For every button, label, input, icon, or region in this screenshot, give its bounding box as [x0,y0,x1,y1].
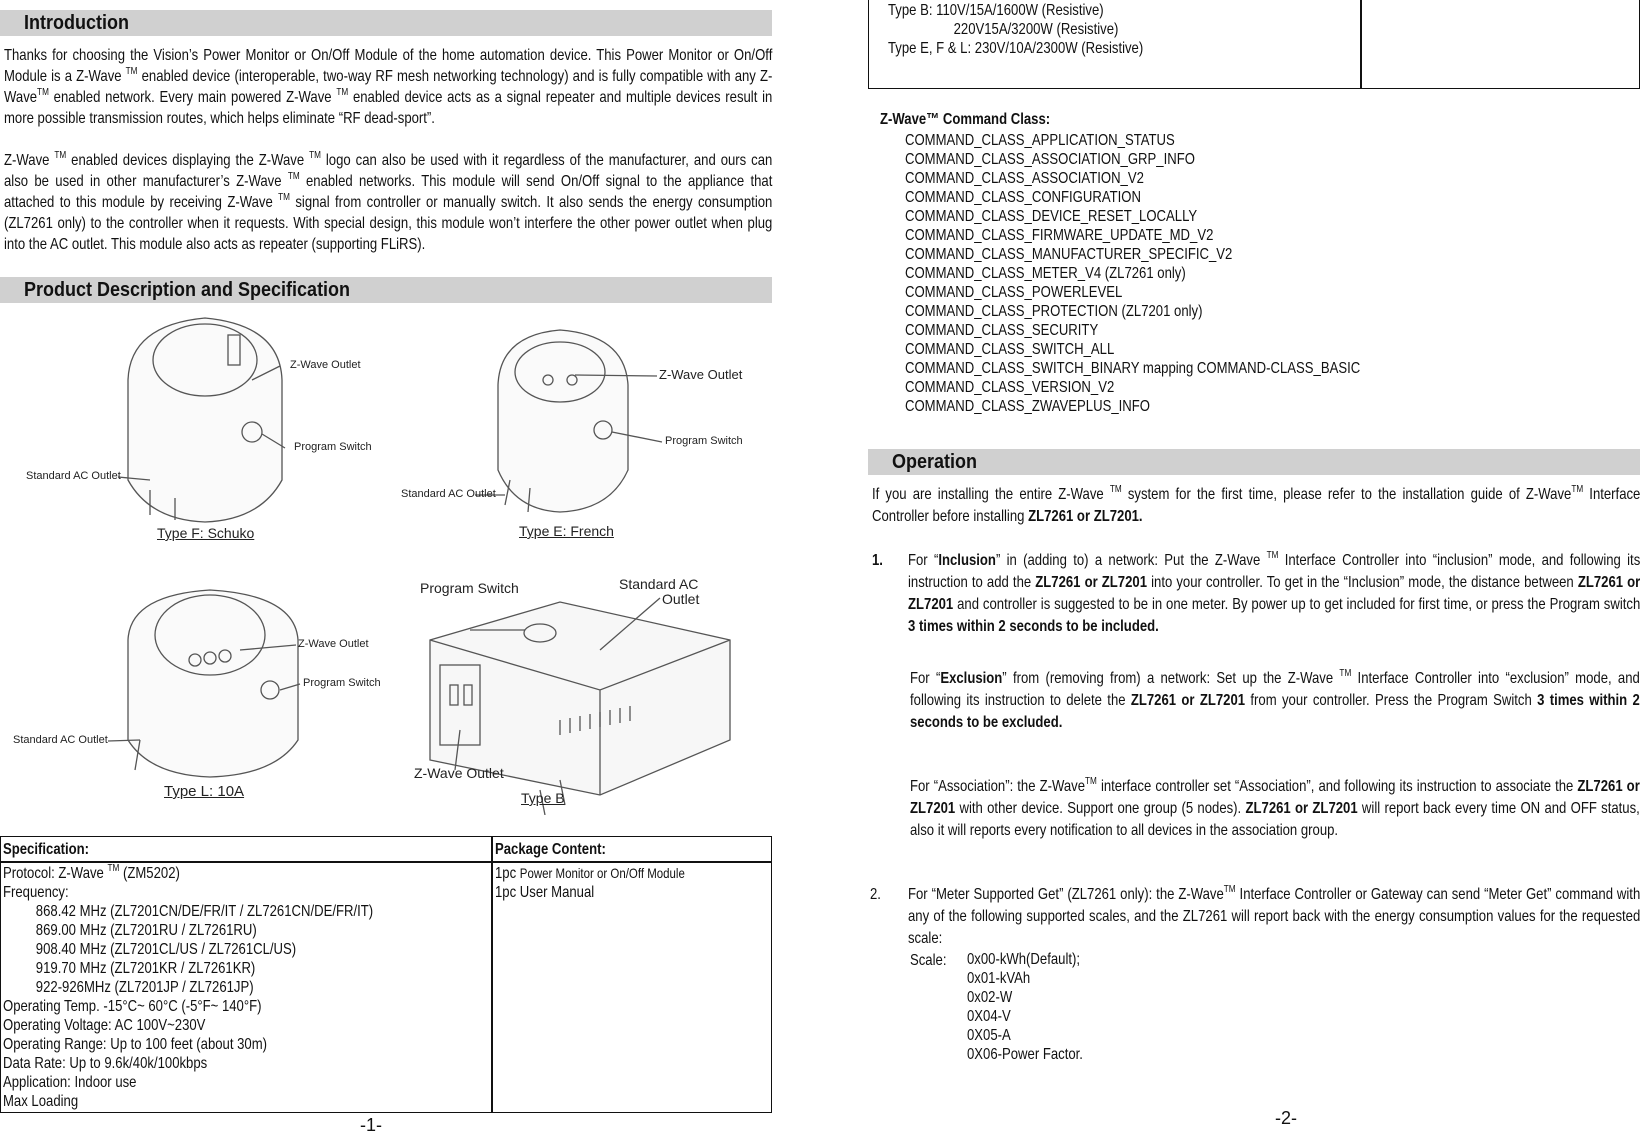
frequency-line-group [3,902,479,997]
type-f-program-switch-label: Program Switch [294,441,372,453]
command-class-list [905,131,1360,416]
type-f-device-image [118,318,285,522]
page-number: -2- [1275,1108,1297,1128]
meter-supported-get-instructions [908,884,1640,950]
package-item-name: Power Monitor or On/Off Module [519,865,685,881]
trademark-mark: TM [336,87,349,98]
introduction-heading-bar [0,10,772,36]
command-class-heading: Z-Wave™ Command Class: [880,111,1051,128]
command-class-item: COMMAND_CLASS_SWITCH_ALL [905,341,1115,358]
spec-line: Frequency: [3,884,69,901]
command-class-item: COMMAND_CLASS_APPLICATION_STATUS [905,132,1175,149]
loading-line-group [888,1,1143,20]
type-b-device-image [430,598,730,815]
spec-line: Application: Indoor use [3,1074,137,1091]
text-run: from your controller. Press the Program Switch [1245,692,1538,709]
type-l-program-switch-label: Program Switch [303,677,381,689]
frequency-line: 908.40 MHz (ZL7201CL/US / ZL7261CL/US) [35,941,297,958]
bold-text: ZL7261 or ZL7201. [1028,508,1143,525]
text-run: Thanks for choosing the Vision’s Power Monitor or On/Off Module of the home automation device. This Power Monitor or On/Off Module is a Z-Wave [4,47,773,85]
spec-protocol [3,864,479,883]
text-run: Interface Controller before installing [872,486,1640,525]
text-run: enabled network. Every main powered Z-Wave [48,89,337,106]
text-run: enabled device (interoperable, two-way RF mesh networking technology) and is fully compatible with any Z-Wave [4,68,773,106]
trademark-mark: TM [1223,884,1236,895]
text-run: For “ [910,670,941,687]
trademark-mark: TM [1339,668,1352,679]
package-content-list [495,864,685,902]
text-run: ” in (adding to) a network: Put the Z-Wave [995,552,1267,569]
spec-line: Operating Voltage: AC 100V~230V [3,1017,206,1034]
text-run: enabled device acts as a signal repeater and multiple devices result in more possible transmission routes, which helps eliminate “RF dead-sport”. [4,89,773,127]
type-b-program-switch-label: Program Switch [420,580,519,596]
spec-line-group [3,883,479,902]
text-run: Interface Controller or Gateway can send “Meter Get” command with any of the following supported scales, and the ZL7261 will report back with the energy consumption values for the requested scale: [908,886,1640,947]
text-run: For “Association”: the Z-Wave [910,778,1086,795]
frequency-line: 919.70 MHz (ZL7201KR / ZL7261KR) [35,960,256,977]
command-class-item: COMMAND_CLASS_FIRMWARE_UPDATE_MD_V2 [905,227,1214,244]
bold-text: ZL7261 or ZL7201 [910,778,1640,817]
spec-line-group [3,997,479,1111]
bold-text: Exclusion [940,670,1003,687]
type-e-ac-outlet-label: Standard AC Outlet [401,488,496,500]
scale-item: 0X06-Power Factor. [967,1046,1083,1063]
item-1-number: 1. [872,552,883,569]
operation-heading-bar [868,449,1640,475]
type-b-ac-outlet-label-2: Outlet [662,591,700,607]
trademark-mark: TM [1266,550,1279,561]
type-f-caption: Type F: Schuko [157,525,255,541]
type-e-zwave-outlet-label: Z-Wave Outlet [659,367,743,382]
text-run: enabled devices displaying the Z-Wave [66,152,310,169]
type-f-ac-outlet-label: Standard AC Outlet [26,470,121,482]
type-f-zwave-outlet-label: Z-Wave Outlet [290,359,361,371]
package-qty: 1pc [495,865,517,882]
type-l-caption: Type L: 10A [164,783,245,800]
type-b-caption: Type B [521,790,565,806]
text-run: Protocol: Z-Wave [3,865,108,882]
scale-label: Scale: [910,952,947,969]
trademark-mark: TM [287,171,300,182]
type-l-zwave-outlet-label: Z-Wave Outlet [298,638,369,650]
command-class-item: COMMAND_CLASS_MANUFACTURER_SPECIFIC_V2 [905,246,1233,263]
command-class-item: COMMAND_CLASS_ASSOCIATION_V2 [905,170,1144,187]
trademark-mark: TM [309,150,321,161]
trademark-mark: TM [37,87,49,98]
text-run: Z-Wave [4,152,55,169]
trademark-mark: TM [1571,484,1584,495]
text-run: ” from (removing from) a network: Set up the Z-Wave [1002,670,1340,687]
exclusion-instructions [910,668,1640,734]
command-class-item: COMMAND_CLASS_VERSION_V2 [905,379,1115,396]
text-run: interface controller set “Association”, and following its instruction to associate the [1096,778,1578,795]
type-e-device-image [475,330,662,512]
package-content-header: Package Content: [495,841,606,858]
specification-header: Specification: [3,841,90,858]
device-illustrations [0,305,772,815]
bold-text: ZL7261 or ZL7201 [1035,574,1148,591]
type-l-ac-outlet-label: Standard AC Outlet [13,734,108,746]
trademark-mark: TM [125,66,138,77]
product-heading: Product Description and Specification [24,279,351,301]
inclusion-instructions [908,550,1640,638]
association-instructions [910,776,1640,842]
table-divider [1360,0,1362,89]
command-class-item: COMMAND_CLASS_DEVICE_RESET_LOCALLY [905,208,1198,225]
max-loading-list [888,1,1143,58]
text-run: If you are installing the entire Z-Wave [872,486,1110,503]
scale-item: 0x02-W [967,989,1013,1006]
scale-item: 0x00-kWh(Default); [967,951,1081,968]
loading-line: Type E, F & L: 230V/10A/2300W (Resistive) [888,40,1144,57]
spec-list [3,864,479,1111]
frequency-line: 868.42 MHz (ZL7201CN/DE/FR/IT / ZL7261CN/DE/FR/IT) [35,903,374,920]
page-number: -1- [360,1115,382,1135]
trademark-mark: TM [1109,484,1122,495]
text-run: system for the first time, please refer to the installation guide of Z-Wave [1121,486,1572,503]
text-run: logo can also be used with it regardless of the manufacturer, and ours can also be used in other manufacturer’s Z-Wave [4,152,773,190]
spec-line: Operating Range: Up to 100 feet (about 30m) [3,1036,268,1053]
command-class-item: COMMAND_CLASS_SWITCH_BINARY mapping COMMAND-CLASS_BASIC [905,360,1361,377]
text-run: For “ [908,552,939,569]
spec-line: Data Rate: Up to 9.6k/40k/100kbps [3,1055,208,1072]
command-class-item: COMMAND_CLASS_PROTECTION (ZL7201 only) [905,303,1203,320]
table-divider [491,836,493,1113]
text-run: signal from controller or manually switch. It also sends the energy consumption (ZL7261 only) to the controller when it requests. With special design, this module won’t interfere the other power outlet when plug into the AC outlet. This module also acts as repeater (supporting FLiRS). [4,194,773,253]
command-class-item: COMMAND_CLASS_METER_V4 (ZL7261 only) [905,265,1186,282]
text-run: For “Meter Supported Get” (ZL7261 only): the Z-Wave [908,886,1224,903]
type-b-ac-outlet-label-1: Standard AC [619,576,699,592]
operation-intro [872,484,1640,528]
text-run: will report back every time ON and OFF status, also it will reports every notification to all devices in the association group. [910,800,1640,839]
scale-item: 0X04-V [967,1008,1011,1025]
text-run: Interface Controller into “exclusion” mode, and following its instruction to delete the [910,670,1640,709]
bold-text: 3 times within 2 seconds to be included. [908,618,1159,635]
bold-text: 3 times within 2 seconds to be excluded. [910,692,1640,731]
command-class-item: COMMAND_CLASS_CONFIGURATION [905,189,1141,206]
command-class-item: COMMAND_CLASS_SECURITY [905,322,1099,339]
text-run: with other device. Support one group (5 nodes). [955,800,1246,817]
trademark-mark: TM [54,150,67,161]
trademark-mark: TM [107,863,120,874]
command-class-item: COMMAND_CLASS_ASSOCIATION_GRP_INFO [905,151,1195,168]
trademark-mark: TM [278,192,290,203]
scale-item: 0X05-A [967,1027,1011,1044]
bold-text: ZL7261 or ZL7201 [1245,800,1358,817]
text-run: enabled networks. This module will send On/Off signal to the appliance that attached to this module by receiving Z-Wave [4,173,773,211]
spec-line: Operating Temp. -15°C~ 60°C (-5°F~ 140°F) [3,998,262,1015]
type-b-zwave-outlet-label: Z-Wave Outlet [414,765,504,781]
trademark-mark: TM [1085,776,1097,787]
text-run: Interface Controller into “inclusion” mode, and following its instruction to add the [908,552,1640,591]
scale-item: 0x01-kVAh [967,970,1031,987]
command-class-item: COMMAND_CLASS_POWERLEVEL [905,284,1123,301]
type-e-caption: Type E: French [519,523,614,539]
intro-paragraph-1 [4,45,772,129]
package-item: 1pc User Manual [495,884,595,901]
type-l-device-image [108,590,300,777]
type-e-program-switch-label: Program Switch [665,435,743,447]
command-class-item: COMMAND_CLASS_ZWAVEPLUS_INFO [905,398,1150,415]
frequency-line: 922-926MHz (ZL7201JP / ZL7261JP) [35,979,254,996]
package-item [495,864,685,883]
loading-line: 220V15A/3200W (Resistive) [953,21,1119,38]
operation-heading: Operation [892,451,978,473]
bold-text: ZL7261 or ZL7201 [1130,692,1246,709]
text-run: and controller is suggested to be in one meter. By power up to get included for first time, or press the Program switch [953,596,1640,613]
introduction-heading: Introduction [24,12,129,34]
scale-list [967,950,1083,1064]
intro-paragraph-2 [4,150,772,255]
item-2-number: 2. [870,886,881,903]
text-run: (ZM5202) [119,865,180,882]
frequency-line: 869.00 MHz (ZL7201RU / ZL7261RU) [35,922,257,939]
product-heading-bar [0,277,772,303]
text-run: into your controller. To get in the “Inclusion” mode, the distance between [1147,574,1578,591]
bold-text: ZL7261 or ZL7201 [908,574,1640,613]
loading-line: Type B: 110V/15A/1600W (Resistive) [888,2,1104,19]
spec-line: Max Loading [3,1093,79,1110]
bold-text: Inclusion [938,552,996,569]
